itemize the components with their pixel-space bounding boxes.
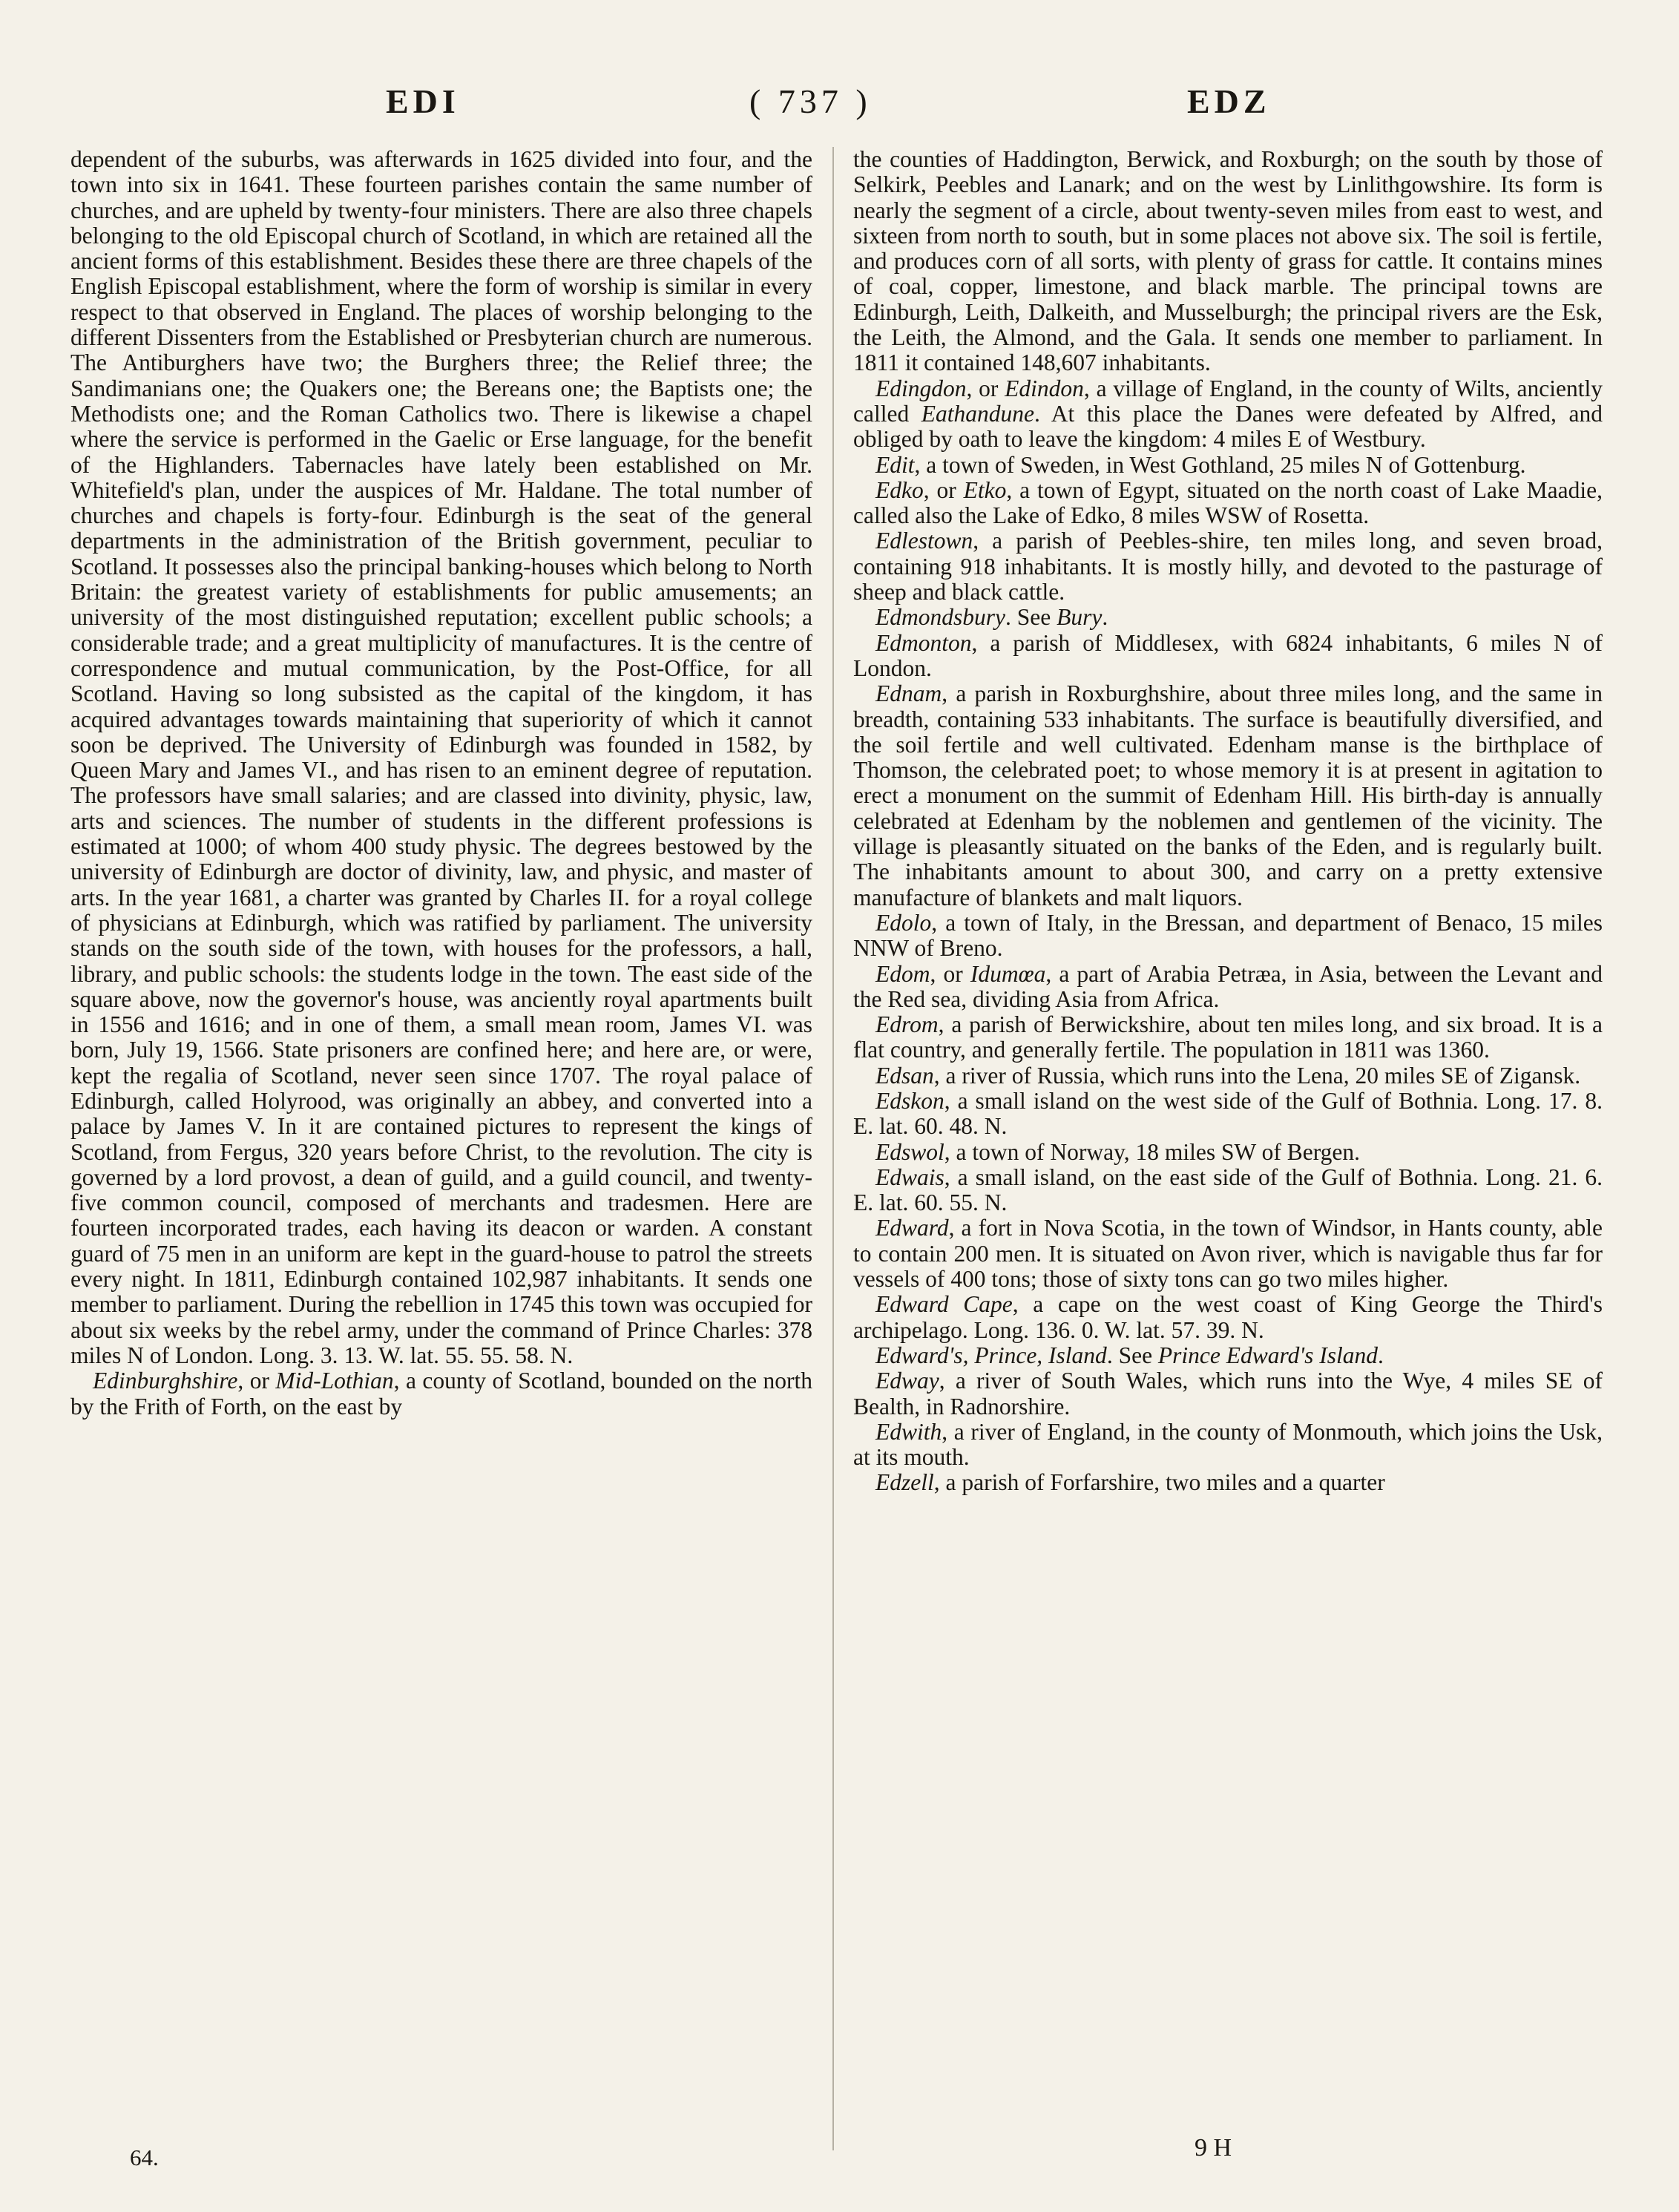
signature-mark-right: 9 H	[1195, 2134, 1232, 2162]
entry-headword: Edskon	[875, 1087, 944, 1114]
header-left-guide-word: EDI	[386, 82, 460, 120]
entry-edmonton	[853, 631, 1603, 682]
entry-text: , a river of England, in the county of Monmouth, which joins the Usk, at its mouth.	[853, 1418, 1603, 1471]
entry-edskon	[853, 1089, 1603, 1140]
entry-edward-cape	[853, 1292, 1603, 1343]
right-column	[853, 147, 1603, 1496]
entry-text: . See	[1106, 1342, 1158, 1368]
entry-alt-name: Edindon	[1005, 375, 1084, 401]
entry-italic: Bury	[1057, 604, 1103, 631]
entry-ednam	[853, 681, 1603, 910]
entry-alt-name: Etko	[963, 476, 1007, 503]
entry-text: , a small island on the west side of the Gulf of Bothnia. Long. 17. 8. E. lat. 60. 48. N.	[853, 1087, 1603, 1140]
entry-text: . At this place the Danes were defeated by Alfred, and obliged by oath to leave the kingdom: 4 miles E of Westbury.	[853, 400, 1603, 453]
entry-connector: , or	[930, 960, 970, 987]
entry-headword: Edway	[875, 1368, 939, 1394]
entry-text: , a cape on the west coast of King George the Third's archipelago. Long. 136. 0. W. lat. 57. 39. N.	[853, 1291, 1603, 1343]
entry-edmondsbury	[853, 605, 1603, 630]
entry-headword: Edolo	[875, 909, 932, 936]
entry-edom	[853, 962, 1603, 1013]
entry-alt-name: Idumœa	[970, 960, 1046, 987]
entry-text: , a parish in Roxburghshire, about three miles long, and the same in breadth, containing 533 inhabitants. The surface is beautifully diversified, and the soil fertile and well cultivated. Edenham manse is the birthplace of Thomson, the celebrated poet; to whose memory it is at present in agitation to erect a monument on the summit of Edenham Hill. His birth-day is annually celebrated at Edenham by the noblemen and gentlemen of the vicinity. The village is pleasantly situated on the banks of the Eden, and is regularly built. The inhabitants amount to about 300, and carry on a pretty extensive manufacture of blankets and malt liquors.	[853, 680, 1603, 910]
entry-headword: Edward	[875, 1215, 949, 1241]
entry-connector: , or	[923, 476, 964, 503]
signature-mark-left: 64.	[130, 2144, 159, 2170]
entry-edwais	[853, 1165, 1603, 1216]
entry-connector: , or	[966, 375, 1005, 401]
entry-headword: Edmonton	[875, 629, 972, 656]
entry-headword: Edward Cape	[875, 1291, 1013, 1318]
entry-edlestown	[853, 528, 1603, 605]
continued-paragraph: the counties of Haddington, Berwick, and Roxburgh; on the south by those of Selkirk, Peebles and Lanark; and on the west by Linlithgowshire. Its form is nearly the segment of a circle, about twenty-seven miles from east to west, and sixteen from north to south, but in some places not above six. The soil is fertile, and produces corn of all sorts, with plenty of grass for cattle. It contains mines of coal, copper, limestone, and black marble. The principal towns are Edinburgh, Leith, Dalkeith, and Musselburgh; the principal rivers are the Esk, the Leith, the Almond, and the Gala. It sends one member to parliament. In 1811 it contained 148,607 inhabitants.	[853, 146, 1603, 376]
entry-headword: Edwith	[875, 1418, 942, 1445]
entry-headword: Edinburghshire	[93, 1368, 238, 1394]
entry-text: , a parish of Forfarshire, two miles and a quarter	[933, 1469, 1385, 1496]
entry-edrom	[853, 1012, 1603, 1063]
entry-headword: Edswol	[875, 1138, 944, 1165]
entry-alt-name: Mid-Lothian	[275, 1368, 394, 1394]
entry-italic: Prince Edward's Island	[1157, 1342, 1378, 1368]
entry-edwards-prince-island	[853, 1343, 1603, 1368]
entry-text: . See	[1005, 604, 1057, 631]
entry-headword: Edingdon	[875, 375, 967, 401]
entry-headword: Edom	[875, 960, 930, 987]
entry-edolo	[853, 910, 1603, 962]
entry-edswol	[853, 1140, 1603, 1165]
entry-headword: Edit	[875, 451, 915, 478]
entry-text: , a parish of Peebles-shire, ten miles long, and seven broad, containing 918 inhabitants. It is mostly hilly, and devoted to the pasturage of sheep and black cattle.	[853, 528, 1603, 605]
entry-text: .	[1377, 1342, 1384, 1368]
entry-headword: Edko	[875, 476, 924, 503]
entry-text: , a river of South Wales, which runs into the Wye, 4 miles SE of Bealth, in Radnorshire.	[853, 1368, 1603, 1420]
left-column	[70, 147, 812, 1420]
entry-connector: , or	[237, 1368, 276, 1394]
continued-paragraph: dependent of the suburbs, was afterwards in 1625 divided into four, and the town into six in 1641. These fourteen parishes contain the same number of churches, and are upheld by twenty-four ministers. There are also three chapels belonging to the old Episcopal church of Scotland, in which are retained all the ancient forms of this establishment. Besides these there are three chapels of the English Episcopal establishment, where the form of worship is similar in every respect to that observed in England. The places of worship belonging to the different Dissenters from the Established or Presbyterian church are numerous. The Antiburghers have two; the Burghers three; the Relief three; the Sandimanians one; the Quakers one; the Bereans one; the Baptists one; the Methodists one; and the Roman Catholics two. There is likewise a chapel where the service is performed in the Gaelic or Erse language, for the benefit of the Highlanders. Tabernacles have lately been established on Mr. Whitefield's plan, under the auspices of Mr. Haldane. The total number of churches and chapels is forty-four. Edinburgh is the seat of the general departments in the administration of the British government, peculiar to Scotland. It possesses also the principal banking-houses which belong to North Britain: the greatest variety of establishments for public amusements; an university of the most distinguished reputation; excellent public schools; a considerable trade; and a great multiplicity of manufactures. It is the centre of correspondence and mutual communication, by the Post-Office, for all Scotland. Having so long subsisted as the capital of the kingdom, it has acquired advantages towards maintaining that superiority of which it cannot soon be deprived. The University of Edinburgh was founded in 1582, by Queen Mary and James VI., and has risen to an eminent degree of reputation. The professors have small salaries; and are classed into divinity, physic, law, arts and sciences. The number of students in the different professions is estimated at 1000; of whom 400 study physic. The degrees bestowed by the university of Edinburgh are doctor of divinity, law, and physic, and master of arts. In the year 1681, a charter was granted by Charles II. for a royal college of physicians at Edinburgh, which was ratified by parliament. The university stands on the south side of the town, with houses for the professors, a hall, library, and public schools: the students lodge in the town. The east side of the square above, now the governor's house, was anciently royal apartments built in 1556 and 1616; and in one of them, a small mean room, James VI. was born, July 19, 1566. State prisoners are confined here; and here are, or were, kept the regalia of Scotland, never seen since 1707. The royal palace of Edinburgh, called Holyrood, was originally an abbey, and converted into a palace by James V. In it are contained pictures to represent the kings of Scotland, from Fergus, 320 years before Christ, to the revolution. The city is governed by a lord provost, a dean of guild, and a guild council, and twenty-five common council, composed of merchants and tradesmen. Here are fourteen incorporated trades, each having its deacon or warden. A constant guard of 75 men in an uniform are kept in the guard-house to patrol the streets every night. In 1811, Edinburgh contained 102,987 inhabitants. It sends one member to parliament. During the rebellion in 1745 this town was occupied for about six weeks by the rebel army, under the command of Prince Charles: 378 miles N of London. Long. 3. 13. W. lat. 55. 55. 58. N.	[70, 146, 812, 1368]
entry-text: .	[1102, 604, 1108, 631]
entry-headword: Edzell	[875, 1469, 934, 1496]
header-right-guide-word: EDZ	[1187, 82, 1271, 120]
entry-text: , a town of Norway, 18 miles SW of Bergen.	[944, 1138, 1360, 1165]
column-divider	[832, 147, 834, 2150]
entry-edsan	[853, 1063, 1603, 1089]
entry-text: , a parish of Berwickshire, about ten miles long, and six broad. It is a flat country, and generally fertile. The population in 1811 was 1360.	[853, 1011, 1603, 1063]
entry-headword: Edwais	[875, 1164, 944, 1190]
entry-edit	[853, 453, 1603, 478]
entry-headword: Edsan	[875, 1062, 934, 1089]
entry-edward	[853, 1215, 1603, 1292]
page-number: ( 737 )	[749, 82, 872, 120]
entry-headword: Edward's, Prince, Island	[875, 1342, 1107, 1368]
entry-edwith	[853, 1420, 1603, 1471]
entry-headword: Edlestown	[875, 528, 973, 554]
running-header	[0, 82, 1679, 126]
entry-text: , a parish of Middlesex, with 6824 inhabitants, 6 miles N of London.	[853, 629, 1603, 681]
entry-text: , a village of England, in the county of Wilts, anciently called	[853, 375, 1603, 427]
entry-edzell	[853, 1470, 1603, 1495]
entry-text: , a town of Sweden, in West Gothland, 25 miles N of Gottenburg.	[914, 451, 1526, 478]
entry-edingdon	[853, 376, 1603, 453]
entry-headword: Ednam	[875, 680, 942, 707]
entry-text: , a county of Scotland, bounded on the north by the Frith of Forth, on the east by	[70, 1368, 812, 1420]
entry-text: , a fort in Nova Scotia, in the town of Windsor, in Hants county, able to contain 200 men. It is situated on Avon river, which is navigable thus far for vessels of 400 tons; those of sixty tons can go two miles higher.	[853, 1215, 1603, 1293]
entry-text: , a part of Arabia Petræa, in Asia, between the Levant and the Red sea, dividing Asia from Africa.	[853, 960, 1603, 1012]
entry-text: , a town of Egypt, situated on the north coast of Lake Maadie, called also the Lake of Edko, 8 miles WSW of Rosetta.	[853, 476, 1603, 529]
entry-edinburghshire	[70, 1368, 812, 1420]
entry-headword: Edmondsbury	[875, 604, 1005, 631]
entry-text: , a town of Italy, in the Bressan, and department of Benaco, 15 miles NNW of Breno.	[853, 909, 1603, 962]
entry-headword: Edrom	[875, 1011, 939, 1038]
entry-text: , a river of Russia, which runs into the Lena, 20 miles SE of Zigansk.	[933, 1062, 1581, 1089]
entry-edko	[853, 478, 1603, 529]
entry-italic: Eathandune	[921, 400, 1035, 427]
entry-edway	[853, 1368, 1603, 1420]
entry-text: , a small island, on the east side of the Gulf of Bothnia. Long. 21. 6. E. lat. 60. 55. N.	[853, 1164, 1603, 1216]
